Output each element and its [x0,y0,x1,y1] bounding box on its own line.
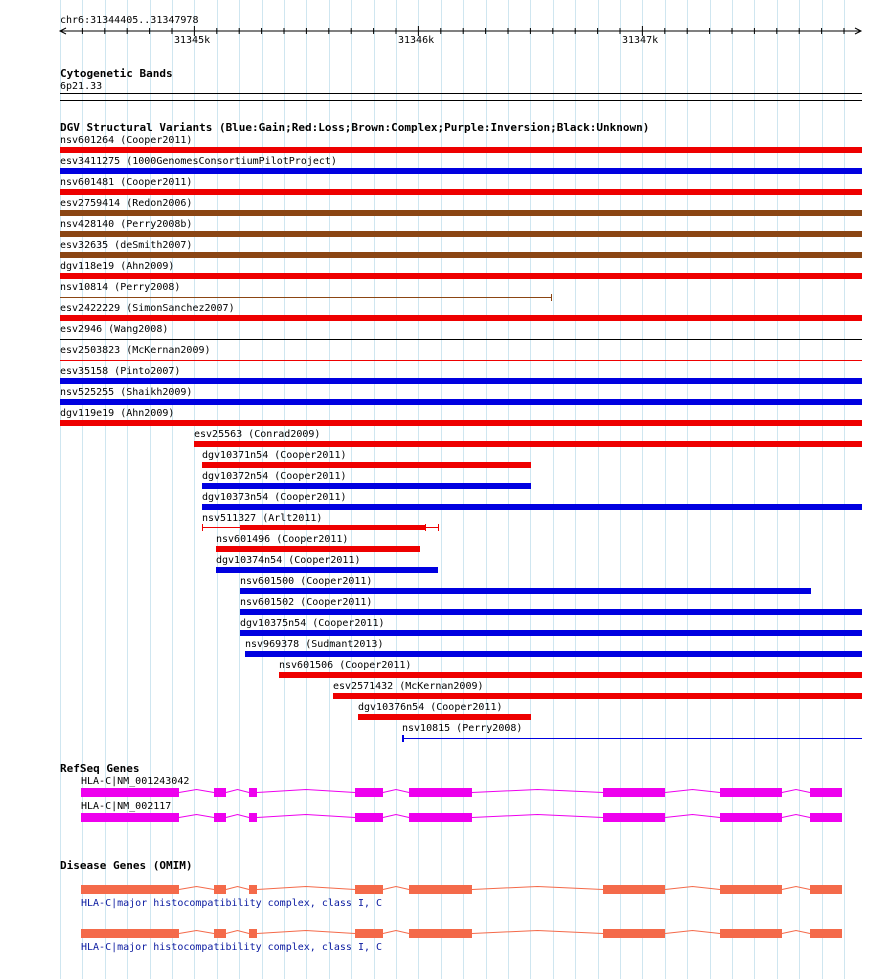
intron-line [257,815,355,818]
intron-line [179,790,214,793]
dgv-variant-bar[interactable] [202,483,531,489]
ruler-location: chr6:31344405..31347978 [60,15,199,26]
intron-line [472,815,603,818]
dgv-variant-bar[interactable] [60,147,862,153]
exon-block [603,885,665,894]
refseq-gene-models[interactable] [0,780,890,830]
exon-block [81,929,179,938]
exon-block [409,929,472,938]
dgv-variant-cap [425,524,426,531]
ruler-scale [0,24,890,40]
dgv-variant-label[interactable]: dgv119e19 (Ahn2009) [60,408,175,419]
exon-block [409,788,472,797]
exon-block [810,788,842,797]
dgv-variant-label[interactable]: nsv601496 (Cooper2011) [216,534,349,545]
dgv-variant-label[interactable]: esv25563 (Conrad2009) [194,429,321,440]
cytoband-line[interactable] [60,100,862,101]
dgv-variant-cap [202,524,203,531]
dgv-variant-bar[interactable] [60,210,862,216]
intron-line [226,790,249,793]
intron-line [257,931,355,934]
omim-track-title[interactable]: Disease Genes (OMIM) [60,859,193,872]
dgv-variant-bar[interactable] [240,630,862,636]
dgv-variant-bar[interactable] [60,168,862,174]
exon-block [249,929,257,938]
dgv-variant-bar[interactable] [60,189,862,195]
dgv-variant-label[interactable]: nsv601502 (Cooper2011) [240,597,373,608]
dgv-variant-bar[interactable] [60,360,862,361]
refseq-gene-model [81,788,842,797]
dgv-variant-bar[interactable] [240,588,811,594]
exon-block [249,788,257,797]
cytogenetic-track-title[interactable]: Cytogenetic Bands [60,67,173,80]
dgv-variant-label[interactable]: esv2571432 (McKernan2009) [333,681,484,692]
intron-line [179,931,214,934]
dgv-variant-label[interactable]: esv2503823 (McKernan2009) [60,345,211,356]
intron-line [226,815,249,818]
intron-line [383,790,409,793]
dgv-variant-bar[interactable] [60,420,862,426]
intron-line [782,815,810,818]
dgv-variant-label[interactable]: dgv118e19 (Ahn2009) [60,261,175,272]
dgv-variant-bar[interactable] [60,315,862,321]
intron-line [257,790,355,793]
dgv-variant-bar[interactable] [240,609,862,615]
exon-block [603,813,665,822]
exon-block [810,885,842,894]
exon-block [810,929,842,938]
dgv-variant-bar[interactable] [60,231,862,237]
dgv-variant-label[interactable]: dgv10374n54 (Cooper2011) [216,555,361,566]
exon-block [355,929,383,938]
exon-block [355,885,383,894]
exon-block [214,813,226,822]
cytoband-label: 6p21.33 [60,81,103,92]
dgv-variant-label[interactable]: nsv601500 (Cooper2011) [240,576,373,587]
intron-line [782,887,810,890]
exon-block [249,813,257,822]
refseq-gene-model [81,813,842,822]
dgv-variant-cap [551,294,552,301]
intron-line [782,931,810,934]
dgv-variant-bar[interactable] [216,546,420,552]
exon-block [81,788,179,797]
dgv-variant-label[interactable]: nsv525255 (Shaikh2009) [60,387,193,398]
dgv-variant-label[interactable]: esv3411275 (1000GenomesConsortiumPilotProject) [60,156,337,167]
exon-block [249,885,257,894]
dgv-variant-label[interactable]: esv2946 (Wang2008) [60,324,169,335]
exon-block [603,788,665,797]
intron-line [383,887,409,890]
refseq-track-title[interactable]: RefSeq Genes [60,762,140,775]
intron-line [226,887,249,890]
dgv-variant-bar[interactable] [60,273,862,279]
dgv-variant-label[interactable]: dgv10375n54 (Cooper2011) [240,618,385,629]
dgv-variant-label[interactable]: nsv428140 (Perry2008b) [60,219,193,230]
exon-block [720,929,782,938]
dgv-variant-bar[interactable] [279,672,862,678]
omim-gene-label[interactable]: HLA-C|major histocompatibility complex, class I, C [81,898,383,909]
exon-block [810,813,842,822]
dgv-variant-bar-thick[interactable] [240,525,425,530]
dgv-variant-label[interactable]: esv2759414 (Redon2006) [60,198,193,209]
dgv-variant-bar[interactable] [194,441,862,447]
dgv-variant-bar[interactable] [60,378,862,384]
dgv-variant-bar[interactable] [60,339,862,340]
intron-line [665,790,720,793]
exon-block [720,788,782,797]
ruler-tick-label: 31345k [174,35,211,46]
omim-gene-label[interactable]: HLA-C|major histocompatibility complex, class I, C [81,942,383,953]
dgv-variant-bar[interactable] [60,297,552,298]
dgv-variant-bar[interactable] [333,693,862,699]
exon-block [720,813,782,822]
intron-line [179,887,214,890]
dgv-variant-label[interactable]: nsv10815 (Perry2008) [402,723,523,734]
dgv-variant-label[interactable]: dgv10376n54 (Cooper2011) [358,702,503,713]
dgv-variant-label[interactable]: esv2422229 (SimonSanchez2007) [60,303,235,314]
intron-line [383,931,409,934]
dgv-variant-bar[interactable] [358,714,531,720]
exon-block [355,788,383,797]
dgv-variant-label[interactable]: nsv10814 (Perry2008) [60,282,181,293]
exon-block [81,813,179,822]
intron-line [782,790,810,793]
refseq-gene-label[interactable]: HLA-C|NM_001243042 [81,776,190,787]
exon-block [81,885,179,894]
exon-block [409,813,472,822]
intron-line [383,815,409,818]
dgv-variant-label[interactable]: esv32635 (deSmith2007) [60,240,193,251]
dgv-variant-label[interactable]: nsv601481 (Cooper2011) [60,177,193,188]
exon-block [720,885,782,894]
intron-line [472,790,603,793]
omim-gene-models[interactable] [0,876,890,946]
intron-line [665,887,720,890]
intron-line [472,887,603,890]
dgv-variant-label[interactable]: nsv601264 (Cooper2011) [60,135,193,146]
ruler-tick-label: 31347k [622,35,659,46]
dgv-variant-cap [402,735,404,742]
dgv-variant-bar[interactable] [202,504,862,510]
refseq-gene-label[interactable]: HLA-C|NM_002117 [81,801,172,812]
intron-line [179,815,214,818]
dgv-variant-bar[interactable] [60,399,862,405]
exon-block [603,929,665,938]
omim-gene-model [81,929,842,938]
exon-block [214,885,226,894]
dgv-variant-bar[interactable] [402,738,862,739]
ruler-tick-label: 31346k [398,35,435,46]
dgv-variant-label[interactable]: dgv10373n54 (Cooper2011) [202,492,347,503]
dgv-variant-label[interactable]: esv35158 (Pinto2007) [60,366,181,377]
exon-block [214,929,226,938]
omim-gene-model [81,885,842,894]
exon-block [355,813,383,822]
dgv-variant-bar[interactable] [202,462,531,468]
dgv-variant-label[interactable]: dgv10372n54 (Cooper2011) [202,471,347,482]
dgv-variant-bar[interactable] [245,651,862,657]
intron-line [257,887,355,890]
dgv-variant-label[interactable]: dgv10371n54 (Cooper2011) [202,450,347,461]
dgv-variant-label[interactable]: nsv969378 (Sudmant2013) [245,639,384,650]
dgv-variant-bar[interactable] [216,567,438,573]
dgv-variant-label[interactable]: nsv601506 (Cooper2011) [279,660,412,671]
dgv-variant-cap [438,524,439,531]
exon-block [214,788,226,797]
intron-line [226,931,249,934]
dgv-track-title[interactable]: DGV Structural Variants (Blue:Gain;Red:Loss;Brown:Complex;Purple:Inversion;Black:Unknown) [60,121,650,134]
intron-line [665,931,720,934]
cytoband-line[interactable] [60,93,862,94]
dgv-variant-bar[interactable] [60,252,862,258]
intron-line [665,815,720,818]
exon-block [409,885,472,894]
dgv-variant-label[interactable]: nsv511327 (Arlt2011) [202,513,323,524]
intron-line [472,931,603,934]
